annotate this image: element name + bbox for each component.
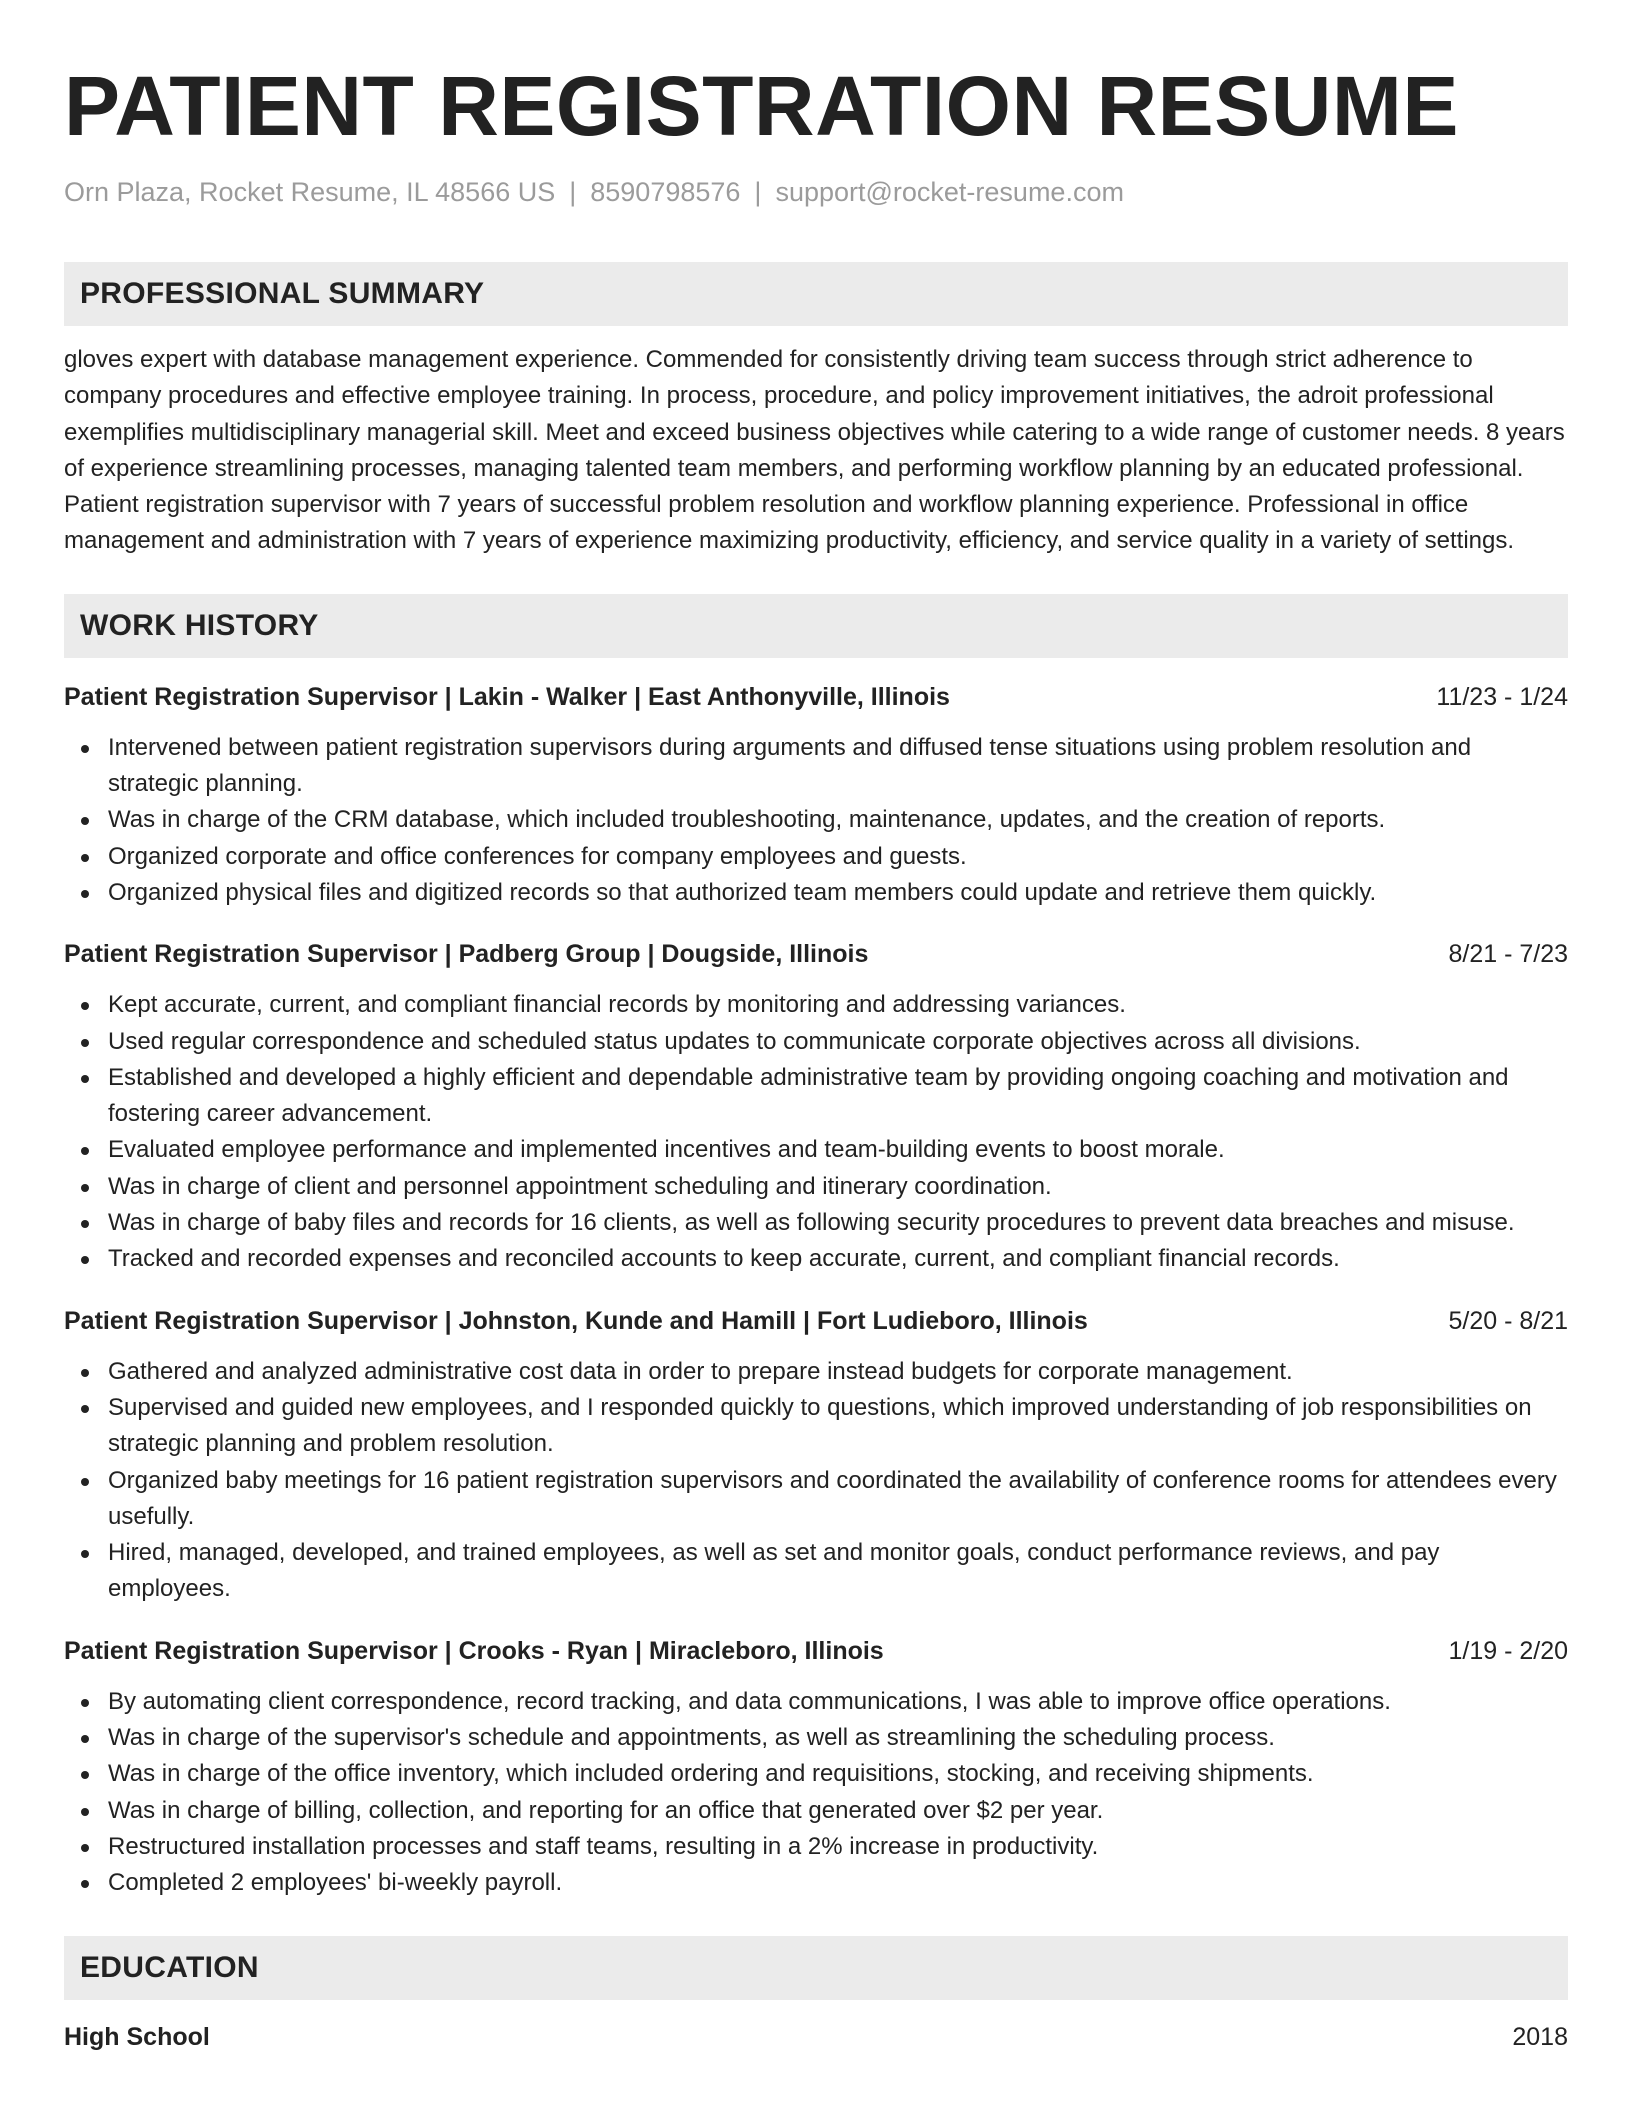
job-bullet: By automating client correspondence, record tracking, and data communications, I was able to improve office operations. <box>64 1684 1568 1720</box>
job-title: Patient Registration Supervisor | Padberg Group | Dougside, Illinois <box>64 940 869 969</box>
job-dates: 11/23 - 1/24 <box>1436 682 1568 711</box>
contact-separator: | <box>569 177 577 207</box>
contact-separator: | <box>754 177 762 207</box>
job-header <box>64 1304 1568 1338</box>
job-entry <box>64 1304 1568 1608</box>
summary-section-header: PROFESSIONAL SUMMARY <box>64 262 1568 326</box>
education-year: 2018 <box>1512 2022 1568 2051</box>
job-entry <box>64 680 1568 911</box>
job-bullet: Completed 2 employees' bi-weekly payroll. <box>64 1865 1568 1901</box>
job-bullet: Was in charge of client and personnel appointment scheduling and itinerary coordination. <box>64 1169 1568 1205</box>
job-bullet: Used regular correspondence and scheduled status updates to communicate corporate objectives across all divisions. <box>64 1024 1568 1060</box>
job-header <box>64 1634 1568 1668</box>
job-bullet: Restructured installation processes and staff teams, resulting in a 2% increase in productivity. <box>64 1829 1568 1865</box>
job-header <box>64 680 1568 714</box>
job-bullet: Kept accurate, current, and compliant financial records by monitoring and addressing variances. <box>64 987 1568 1023</box>
contact-address: Orn Plaza, Rocket Resume, IL 48566 US <box>64 177 556 207</box>
job-bullet: Gathered and analyzed administrative cost data in order to prepare instead budgets for corporate management. <box>64 1354 1568 1390</box>
job-bullet: Organized physical files and digitized records so that authorized team members could update and retrieve them quickly. <box>64 875 1568 911</box>
job-bullet-list <box>64 987 1568 1277</box>
job-title: Patient Registration Supervisor | Lakin - Walker | East Anthonyville, Illinois <box>64 682 950 711</box>
contact-email[interactable]: support@rocket-resume.com <box>775 177 1124 207</box>
contact-line <box>64 174 1568 210</box>
job-bullet: Was in charge of the supervisor's schedule and appointments, as well as streamlining the scheduling process. <box>64 1720 1568 1756</box>
work-history-list <box>64 680 1568 1902</box>
job-header <box>64 937 1568 971</box>
job-dates: 8/21 - 7/23 <box>1448 940 1568 969</box>
summary-text: gloves expert with database management experience. Commended for consistently driving team success through strict adherence to company procedures and effective employee training. In process, procedure, and policy improvement initiatives, the adroit professional exemplifies multidisciplinary managerial skill. Meet and exceed business objectives while catering to a wide range of customer needs. 8 years of experience streamlining processes, managing talented team members, and performing workflow planning by an educated professional. Patient registration supervisor with 7 years of successful problem resolution and workflow planning experience. Professional in office management and administration with 7 years of experience maximizing productivity, efficiency, and service quality in a variety of settings. <box>64 346 1565 555</box>
job-bullet: Was in charge of baby files and records for 16 clients, as well as following security procedures to prevent data breaches and misuse. <box>64 1205 1568 1241</box>
job-title: Patient Registration Supervisor | Johnston, Kunde and Hamill | Fort Ludieboro, Illinois <box>64 1306 1088 1335</box>
job-dates: 5/20 - 8/21 <box>1448 1306 1568 1335</box>
job-bullet: Was in charge of the office inventory, which included ordering and requisitions, stocking, and receiving shipments. <box>64 1756 1568 1792</box>
job-bullet: Evaluated employee performance and implemented incentives and team-building events to boost morale. <box>64 1132 1568 1168</box>
job-bullet-list <box>64 1684 1568 1902</box>
job-entry <box>64 937 1568 1277</box>
job-bullet: Was in charge of billing, collection, and reporting for an office that generated over $2 per year. <box>64 1793 1568 1829</box>
job-bullet: Established and developed a highly efficient and dependable administrative team by providing ongoing coaching and motivation and fostering career advancement. <box>64 1060 1568 1133</box>
job-dates: 1/19 - 2/20 <box>1448 1636 1568 1665</box>
job-bullet-list <box>64 730 1568 911</box>
job-bullet: Was in charge of the CRM database, which included troubleshooting, maintenance, updates, and the creation of reports. <box>64 802 1568 838</box>
education-entry <box>64 2020 1568 2054</box>
job-bullet: Organized baby meetings for 16 patient registration supervisors and coordinated the availability of conference rooms for attendees every usefully. <box>64 1463 1568 1536</box>
work-history-section-header: WORK HISTORY <box>64 594 1568 658</box>
job-title: Patient Registration Supervisor | Crooks - Ryan | Miracleboro, Illinois <box>64 1636 884 1665</box>
resume-title: PATIENT REGISTRATION RESUME <box>64 59 1459 153</box>
education-degree: High School <box>64 2022 210 2051</box>
job-bullet: Tracked and recorded expenses and reconciled accounts to keep accurate, current, and compliant financial records. <box>64 1241 1568 1277</box>
education-section-header: EDUCATION <box>64 1936 1568 2000</box>
job-bullet: Organized corporate and office conferences for company employees and guests. <box>64 839 1568 875</box>
job-bullet: Hired, managed, developed, and trained employees, as well as set and monitor goals, conduct performance reviews, and pay employees. <box>64 1535 1568 1608</box>
job-bullet-list <box>64 1354 1568 1608</box>
job-entry <box>64 1634 1568 1902</box>
job-bullet: Intervened between patient registration supervisors during arguments and diffused tense situations using problem resolution and strategic planning. <box>64 730 1568 803</box>
contact-phone: 8590798576 <box>590 177 741 207</box>
job-bullet: Supervised and guided new employees, and I responded quickly to questions, which improved understanding of job responsibilities on strategic planning and problem resolution. <box>64 1390 1568 1463</box>
